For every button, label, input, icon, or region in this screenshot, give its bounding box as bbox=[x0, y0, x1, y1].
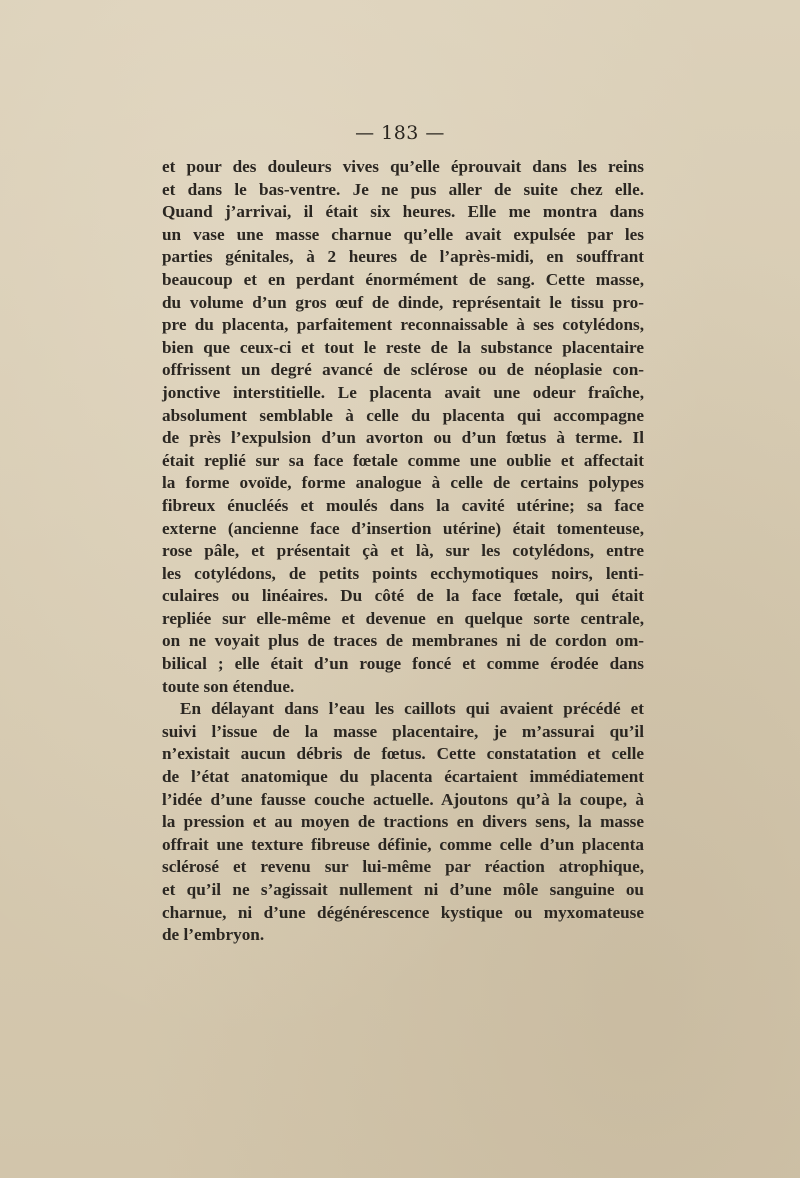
text-line: absolument semblable à celle du placenta qui accompagne bbox=[162, 405, 644, 425]
text-line: charnue, ni d’une dégénérescence kystique ou myxomateuse bbox=[162, 902, 644, 922]
text-line: beaucoup et en perdant énormément de sang. Cette masse, bbox=[162, 269, 644, 289]
text-line: suivi l’issue de la masse placentaire, je m’assurai qu’il bbox=[162, 721, 644, 741]
text-line: sclérosé et revenu sur lui-même par réaction atrophique, bbox=[162, 857, 644, 877]
text-line: externe (ancienne face d’insertion utérine) était tomenteuse, bbox=[162, 518, 644, 538]
text-line: était replié sur sa face fœtale comme une oublie et affectait bbox=[162, 450, 644, 470]
text-line: repliée sur elle-même et devenue en quelque sorte centrale, bbox=[162, 608, 644, 628]
text-line: la pression et au moyen de tractions en divers sens, la masse bbox=[162, 812, 644, 832]
text-line: n’existait aucun débris de fœtus. Cette constatation et celle bbox=[162, 744, 644, 764]
page-number: — 183 — bbox=[355, 122, 445, 144]
paragraph-2 bbox=[162, 698, 644, 947]
text-line: du volume d’un gros œuf de dinde, représentait le tissu pro- bbox=[162, 292, 644, 312]
text-line: de près l’expulsion d’un avorton ou d’un fœtus à terme. Il bbox=[162, 428, 644, 448]
text-line: pre du placenta, parfaitement reconnaissable à ses cotylédons, bbox=[162, 315, 644, 335]
text-line: l’idée d’une fausse couche actuelle. Ajoutons qu’à la coupe, à bbox=[162, 789, 644, 809]
text-line: de l’embryon. bbox=[162, 925, 265, 945]
text-line: bien que ceux-ci et tout le reste de la substance placentaire bbox=[162, 337, 644, 357]
text-line: bilical ; elle était d’un rouge foncé et comme érodée dans bbox=[162, 654, 644, 674]
text-line: et pour des douleurs vives qu’elle éprouvait dans les reins bbox=[162, 157, 644, 176]
paragraph-1 bbox=[162, 156, 644, 698]
text-line: un vase une masse charnue qu’elle avait expulsée par les bbox=[162, 224, 644, 244]
text-line: En délayant dans l’eau les caillots qui avaient précédé et bbox=[180, 699, 644, 719]
text-line: culaires ou linéaires. Du côté de la face fœtale, qui était bbox=[162, 586, 644, 606]
text-line: toute son étendue. bbox=[162, 676, 295, 696]
text-line: la forme ovoïde, forme analogue à celle de certains polypes bbox=[162, 473, 644, 493]
text-line: parties génitales, à 2 heures de l’après-midi, en souffrant bbox=[162, 247, 644, 267]
text-line: les cotylédons, de petits points ecchymotiques noirs, lenti- bbox=[162, 563, 644, 583]
text-line: fibreux énucléés et moulés dans la cavité utérine; sa face bbox=[162, 495, 644, 515]
text-line: et dans le bas-ventre. Je ne pus aller de suite chez elle. bbox=[162, 179, 644, 199]
text-line: on ne voyait plus de traces de membranes ni de cordon om- bbox=[162, 631, 644, 651]
text-line: jonctive interstitielle. Le placenta avait une odeur fraîche, bbox=[162, 382, 644, 402]
body-text bbox=[162, 156, 644, 947]
text-line: offrissent un degré avancé de sclérose ou de néoplasie con- bbox=[162, 360, 644, 380]
text-line: rose pâle, et présentait çà et là, sur les cotylédons, entre bbox=[162, 541, 644, 561]
text-line: et qu’il ne s’agissait nullement ni d’une môle sanguine ou bbox=[162, 880, 644, 899]
text-line: de l’état anatomique du placenta écartaient immédiatement bbox=[162, 767, 644, 787]
text-line: Quand j’arrivai, il était six heures. Elle me montra dans bbox=[162, 202, 644, 222]
text-line: offrait une texture fibreuse définie, comme celle d’un placenta bbox=[162, 834, 644, 854]
